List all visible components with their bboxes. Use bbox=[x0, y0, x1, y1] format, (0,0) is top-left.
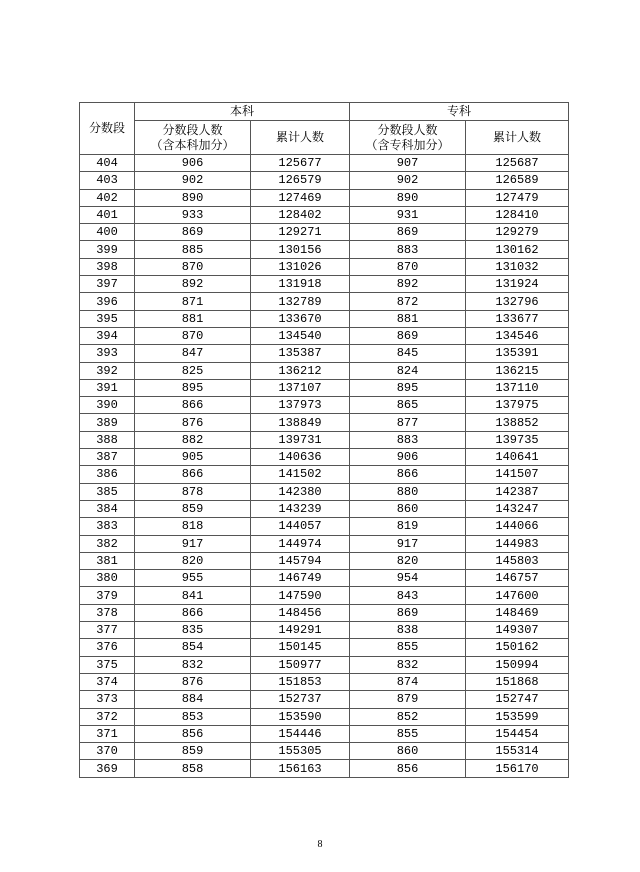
cell-vocational-count: 855 bbox=[350, 725, 466, 742]
cell-vocational-count: 860 bbox=[350, 500, 466, 517]
cell-undergrad-cumulative: 148456 bbox=[251, 604, 350, 621]
cell-score: 393 bbox=[80, 345, 135, 362]
cell-undergrad-cumulative: 127469 bbox=[251, 189, 350, 206]
table-row bbox=[80, 241, 569, 258]
table-row bbox=[80, 397, 569, 414]
cell-undergrad-cumulative: 145794 bbox=[251, 552, 350, 569]
cell-undergrad-cumulative: 138849 bbox=[251, 414, 350, 431]
cell-vocational-count: 865 bbox=[350, 397, 466, 414]
cell-vocational-count: 869 bbox=[350, 224, 466, 241]
cell-vocational-count: 856 bbox=[350, 760, 466, 777]
cell-vocational-count: 954 bbox=[350, 570, 466, 587]
cell-score: 399 bbox=[80, 241, 135, 258]
cell-vocational-cumulative: 137110 bbox=[466, 379, 569, 396]
cell-undergrad-cumulative: 132789 bbox=[251, 293, 350, 310]
cell-undergrad-count: 818 bbox=[135, 518, 251, 535]
cell-undergrad-count: 884 bbox=[135, 691, 251, 708]
cell-vocational-cumulative: 154454 bbox=[466, 725, 569, 742]
table-row bbox=[80, 189, 569, 206]
table-row bbox=[80, 587, 569, 604]
score-distribution-table bbox=[79, 102, 569, 778]
cell-undergrad-cumulative: 150977 bbox=[251, 656, 350, 673]
table-row bbox=[80, 552, 569, 569]
cell-vocational-cumulative: 145803 bbox=[466, 552, 569, 569]
cell-score: 377 bbox=[80, 622, 135, 639]
cell-vocational-count: 883 bbox=[350, 431, 466, 448]
cell-vocational-count: 866 bbox=[350, 466, 466, 483]
cell-score: 384 bbox=[80, 500, 135, 517]
cell-undergrad-count: 892 bbox=[135, 276, 251, 293]
cell-vocational-cumulative: 139735 bbox=[466, 431, 569, 448]
cell-undergrad-count: 933 bbox=[135, 206, 251, 223]
cell-score: 400 bbox=[80, 224, 135, 241]
cell-undergrad-cumulative: 126579 bbox=[251, 172, 350, 189]
cell-vocational-cumulative: 125687 bbox=[466, 155, 569, 172]
cell-vocational-count: 872 bbox=[350, 293, 466, 310]
cell-undergrad-count: 878 bbox=[135, 483, 251, 500]
cell-undergrad-count: 869 bbox=[135, 224, 251, 241]
cell-undergrad-count: 820 bbox=[135, 552, 251, 569]
cell-vocational-count: 819 bbox=[350, 518, 466, 535]
cell-undergrad-cumulative: 142380 bbox=[251, 483, 350, 500]
header-vocational-count-line2: （含专科加分） bbox=[365, 137, 450, 152]
cell-vocational-cumulative: 128410 bbox=[466, 206, 569, 223]
table-row bbox=[80, 172, 569, 189]
cell-score: 398 bbox=[80, 258, 135, 275]
table-row bbox=[80, 345, 569, 362]
cell-undergrad-cumulative: 144057 bbox=[251, 518, 350, 535]
cell-score: 401 bbox=[80, 206, 135, 223]
cell-vocational-count: 820 bbox=[350, 552, 466, 569]
cell-undergrad-count: 853 bbox=[135, 708, 251, 725]
cell-vocational-count: 869 bbox=[350, 327, 466, 344]
table-row bbox=[80, 483, 569, 500]
cell-vocational-count: 870 bbox=[350, 258, 466, 275]
cell-score: 390 bbox=[80, 397, 135, 414]
table-row bbox=[80, 500, 569, 517]
cell-vocational-count: 890 bbox=[350, 189, 466, 206]
cell-vocational-count: 879 bbox=[350, 691, 466, 708]
cell-vocational-count: 855 bbox=[350, 639, 466, 656]
cell-undergrad-count: 895 bbox=[135, 379, 251, 396]
cell-undergrad-cumulative: 125677 bbox=[251, 155, 350, 172]
cell-vocational-count: 877 bbox=[350, 414, 466, 431]
cell-vocational-cumulative: 150162 bbox=[466, 639, 569, 656]
cell-vocational-cumulative: 153599 bbox=[466, 708, 569, 725]
cell-score: 374 bbox=[80, 673, 135, 690]
cell-undergrad-cumulative: 135387 bbox=[251, 345, 350, 362]
cell-undergrad-cumulative: 137973 bbox=[251, 397, 350, 414]
cell-score: 376 bbox=[80, 639, 135, 656]
header-undergrad-count-line2: （含本科加分） bbox=[150, 137, 235, 152]
cell-vocational-count: 917 bbox=[350, 535, 466, 552]
cell-vocational-count: 824 bbox=[350, 362, 466, 379]
cell-vocational-cumulative: 131032 bbox=[466, 258, 569, 275]
cell-vocational-count: 838 bbox=[350, 622, 466, 639]
header-vocational-count-line1: 分数段人数 bbox=[377, 122, 438, 137]
cell-undergrad-cumulative: 154446 bbox=[251, 725, 350, 742]
cell-undergrad-count: 882 bbox=[135, 431, 251, 448]
cell-vocational-cumulative: 137975 bbox=[466, 397, 569, 414]
cell-undergrad-cumulative: 144974 bbox=[251, 535, 350, 552]
cell-vocational-count: 860 bbox=[350, 743, 466, 760]
header-vocational-count bbox=[350, 121, 466, 155]
cell-vocational-cumulative: 156170 bbox=[466, 760, 569, 777]
cell-vocational-cumulative: 134546 bbox=[466, 327, 569, 344]
cell-vocational-count: 907 bbox=[350, 155, 466, 172]
cell-undergrad-cumulative: 140636 bbox=[251, 449, 350, 466]
cell-undergrad-cumulative: 137107 bbox=[251, 379, 350, 396]
header-row-sub bbox=[80, 121, 569, 155]
cell-undergrad-cumulative: 136212 bbox=[251, 362, 350, 379]
cell-undergrad-count: 906 bbox=[135, 155, 251, 172]
cell-score: 394 bbox=[80, 327, 135, 344]
cell-undergrad-cumulative: 139731 bbox=[251, 431, 350, 448]
table-row bbox=[80, 155, 569, 172]
cell-vocational-cumulative: 141507 bbox=[466, 466, 569, 483]
cell-vocational-count: 892 bbox=[350, 276, 466, 293]
cell-undergrad-count: 885 bbox=[135, 241, 251, 258]
cell-undergrad-cumulative: 128402 bbox=[251, 206, 350, 223]
cell-undergrad-count: 876 bbox=[135, 673, 251, 690]
table-row bbox=[80, 604, 569, 621]
table-row bbox=[80, 224, 569, 241]
cell-undergrad-count: 890 bbox=[135, 189, 251, 206]
cell-vocational-count: 845 bbox=[350, 345, 466, 362]
cell-vocational-count: 906 bbox=[350, 449, 466, 466]
cell-undergrad-cumulative: 153590 bbox=[251, 708, 350, 725]
cell-vocational-cumulative: 126589 bbox=[466, 172, 569, 189]
cell-vocational-cumulative: 127479 bbox=[466, 189, 569, 206]
table-row bbox=[80, 743, 569, 760]
cell-vocational-cumulative: 155314 bbox=[466, 743, 569, 760]
table-row bbox=[80, 708, 569, 725]
cell-vocational-count: 869 bbox=[350, 604, 466, 621]
cell-score: 371 bbox=[80, 725, 135, 742]
cell-score: 370 bbox=[80, 743, 135, 760]
table-row bbox=[80, 362, 569, 379]
table-body bbox=[80, 155, 569, 778]
table-row bbox=[80, 570, 569, 587]
cell-score: 375 bbox=[80, 656, 135, 673]
cell-score: 373 bbox=[80, 691, 135, 708]
cell-vocational-cumulative: 151868 bbox=[466, 673, 569, 690]
cell-undergrad-count: 881 bbox=[135, 310, 251, 327]
cell-undergrad-cumulative: 155305 bbox=[251, 743, 350, 760]
table-row bbox=[80, 725, 569, 742]
cell-undergrad-cumulative: 156163 bbox=[251, 760, 350, 777]
cell-undergrad-count: 859 bbox=[135, 743, 251, 760]
table-row bbox=[80, 466, 569, 483]
cell-undergrad-cumulative: 150145 bbox=[251, 639, 350, 656]
cell-vocational-cumulative: 129279 bbox=[466, 224, 569, 241]
cell-score: 388 bbox=[80, 431, 135, 448]
cell-vocational-count: 895 bbox=[350, 379, 466, 396]
cell-vocational-cumulative: 142387 bbox=[466, 483, 569, 500]
cell-undergrad-count: 866 bbox=[135, 604, 251, 621]
cell-score: 372 bbox=[80, 708, 135, 725]
cell-undergrad-count: 870 bbox=[135, 327, 251, 344]
table-row bbox=[80, 310, 569, 327]
cell-vocational-count: 883 bbox=[350, 241, 466, 258]
header-score-segment: 分数段 bbox=[80, 103, 135, 155]
table-row bbox=[80, 276, 569, 293]
cell-undergrad-count: 856 bbox=[135, 725, 251, 742]
table-row bbox=[80, 414, 569, 431]
cell-undergrad-cumulative: 143239 bbox=[251, 500, 350, 517]
cell-undergrad-count: 847 bbox=[135, 345, 251, 362]
cell-undergrad-count: 832 bbox=[135, 656, 251, 673]
cell-undergrad-cumulative: 131026 bbox=[251, 258, 350, 275]
header-undergrad-cumulative: 累计人数 bbox=[251, 121, 350, 155]
table-row bbox=[80, 258, 569, 275]
cell-undergrad-cumulative: 130156 bbox=[251, 241, 350, 258]
table-row bbox=[80, 535, 569, 552]
header-vocational: 专科 bbox=[350, 103, 569, 121]
table-row bbox=[80, 431, 569, 448]
header-undergrad-count bbox=[135, 121, 251, 155]
cell-vocational-cumulative: 132796 bbox=[466, 293, 569, 310]
cell-vocational-count: 874 bbox=[350, 673, 466, 690]
cell-score: 378 bbox=[80, 604, 135, 621]
cell-vocational-cumulative: 144066 bbox=[466, 518, 569, 535]
cell-vocational-count: 843 bbox=[350, 587, 466, 604]
cell-vocational-count: 852 bbox=[350, 708, 466, 725]
table-row bbox=[80, 656, 569, 673]
cell-vocational-cumulative: 135391 bbox=[466, 345, 569, 362]
cell-undergrad-cumulative: 151853 bbox=[251, 673, 350, 690]
cell-vocational-cumulative: 138852 bbox=[466, 414, 569, 431]
cell-vocational-cumulative: 146757 bbox=[466, 570, 569, 587]
cell-score: 402 bbox=[80, 189, 135, 206]
cell-undergrad-count: 858 bbox=[135, 760, 251, 777]
table-row bbox=[80, 518, 569, 535]
cell-undergrad-count: 870 bbox=[135, 258, 251, 275]
cell-undergrad-count: 841 bbox=[135, 587, 251, 604]
cell-vocational-cumulative: 140641 bbox=[466, 449, 569, 466]
cell-undergrad-count: 866 bbox=[135, 466, 251, 483]
cell-vocational-cumulative: 131924 bbox=[466, 276, 569, 293]
cell-vocational-cumulative: 144983 bbox=[466, 535, 569, 552]
table-row bbox=[80, 760, 569, 777]
header-vocational-cumulative: 累计人数 bbox=[466, 121, 569, 155]
cell-vocational-cumulative: 147600 bbox=[466, 587, 569, 604]
cell-undergrad-cumulative: 147590 bbox=[251, 587, 350, 604]
cell-undergrad-cumulative: 129271 bbox=[251, 224, 350, 241]
cell-vocational-count: 931 bbox=[350, 206, 466, 223]
page-number: 8 bbox=[317, 839, 323, 850]
header-undergrad-count-line1: 分数段人数 bbox=[162, 122, 223, 137]
table-row bbox=[80, 327, 569, 344]
cell-vocational-cumulative: 133677 bbox=[466, 310, 569, 327]
cell-vocational-cumulative: 149307 bbox=[466, 622, 569, 639]
cell-score: 389 bbox=[80, 414, 135, 431]
cell-score: 383 bbox=[80, 518, 135, 535]
cell-undergrad-count: 854 bbox=[135, 639, 251, 656]
table-row bbox=[80, 206, 569, 223]
cell-undergrad-cumulative: 146749 bbox=[251, 570, 350, 587]
table-row bbox=[80, 622, 569, 639]
cell-score: 397 bbox=[80, 276, 135, 293]
cell-score: 369 bbox=[80, 760, 135, 777]
cell-score: 386 bbox=[80, 466, 135, 483]
cell-vocational-cumulative: 148469 bbox=[466, 604, 569, 621]
cell-score: 395 bbox=[80, 310, 135, 327]
header-undergrad: 本科 bbox=[135, 103, 350, 121]
cell-vocational-count: 902 bbox=[350, 172, 466, 189]
cell-undergrad-count: 859 bbox=[135, 500, 251, 517]
cell-undergrad-count: 902 bbox=[135, 172, 251, 189]
cell-score: 379 bbox=[80, 587, 135, 604]
cell-score: 391 bbox=[80, 379, 135, 396]
table-row bbox=[80, 293, 569, 310]
cell-score: 392 bbox=[80, 362, 135, 379]
cell-score: 380 bbox=[80, 570, 135, 587]
cell-score: 385 bbox=[80, 483, 135, 500]
cell-vocational-cumulative: 143247 bbox=[466, 500, 569, 517]
cell-vocational-count: 832 bbox=[350, 656, 466, 673]
table-row bbox=[80, 449, 569, 466]
cell-vocational-count: 880 bbox=[350, 483, 466, 500]
cell-score: 387 bbox=[80, 449, 135, 466]
table-row bbox=[80, 639, 569, 656]
table-row bbox=[80, 379, 569, 396]
header-row-top bbox=[80, 103, 569, 121]
cell-score: 396 bbox=[80, 293, 135, 310]
cell-score: 381 bbox=[80, 552, 135, 569]
cell-vocational-cumulative: 150994 bbox=[466, 656, 569, 673]
cell-undergrad-count: 955 bbox=[135, 570, 251, 587]
cell-undergrad-cumulative: 134540 bbox=[251, 327, 350, 344]
cell-undergrad-cumulative: 152737 bbox=[251, 691, 350, 708]
cell-undergrad-count: 871 bbox=[135, 293, 251, 310]
cell-vocational-cumulative: 152747 bbox=[466, 691, 569, 708]
cell-undergrad-count: 905 bbox=[135, 449, 251, 466]
cell-undergrad-count: 866 bbox=[135, 397, 251, 414]
cell-undergrad-cumulative: 131918 bbox=[251, 276, 350, 293]
cell-undergrad-cumulative: 149291 bbox=[251, 622, 350, 639]
cell-undergrad-count: 825 bbox=[135, 362, 251, 379]
cell-vocational-cumulative: 136215 bbox=[466, 362, 569, 379]
cell-vocational-cumulative: 130162 bbox=[466, 241, 569, 258]
table-row bbox=[80, 673, 569, 690]
cell-vocational-count: 881 bbox=[350, 310, 466, 327]
cell-undergrad-cumulative: 141502 bbox=[251, 466, 350, 483]
cell-undergrad-count: 917 bbox=[135, 535, 251, 552]
cell-undergrad-count: 876 bbox=[135, 414, 251, 431]
table-row bbox=[80, 691, 569, 708]
cell-score: 403 bbox=[80, 172, 135, 189]
cell-undergrad-cumulative: 133670 bbox=[251, 310, 350, 327]
cell-undergrad-count: 835 bbox=[135, 622, 251, 639]
cell-score: 382 bbox=[80, 535, 135, 552]
cell-score: 404 bbox=[80, 155, 135, 172]
